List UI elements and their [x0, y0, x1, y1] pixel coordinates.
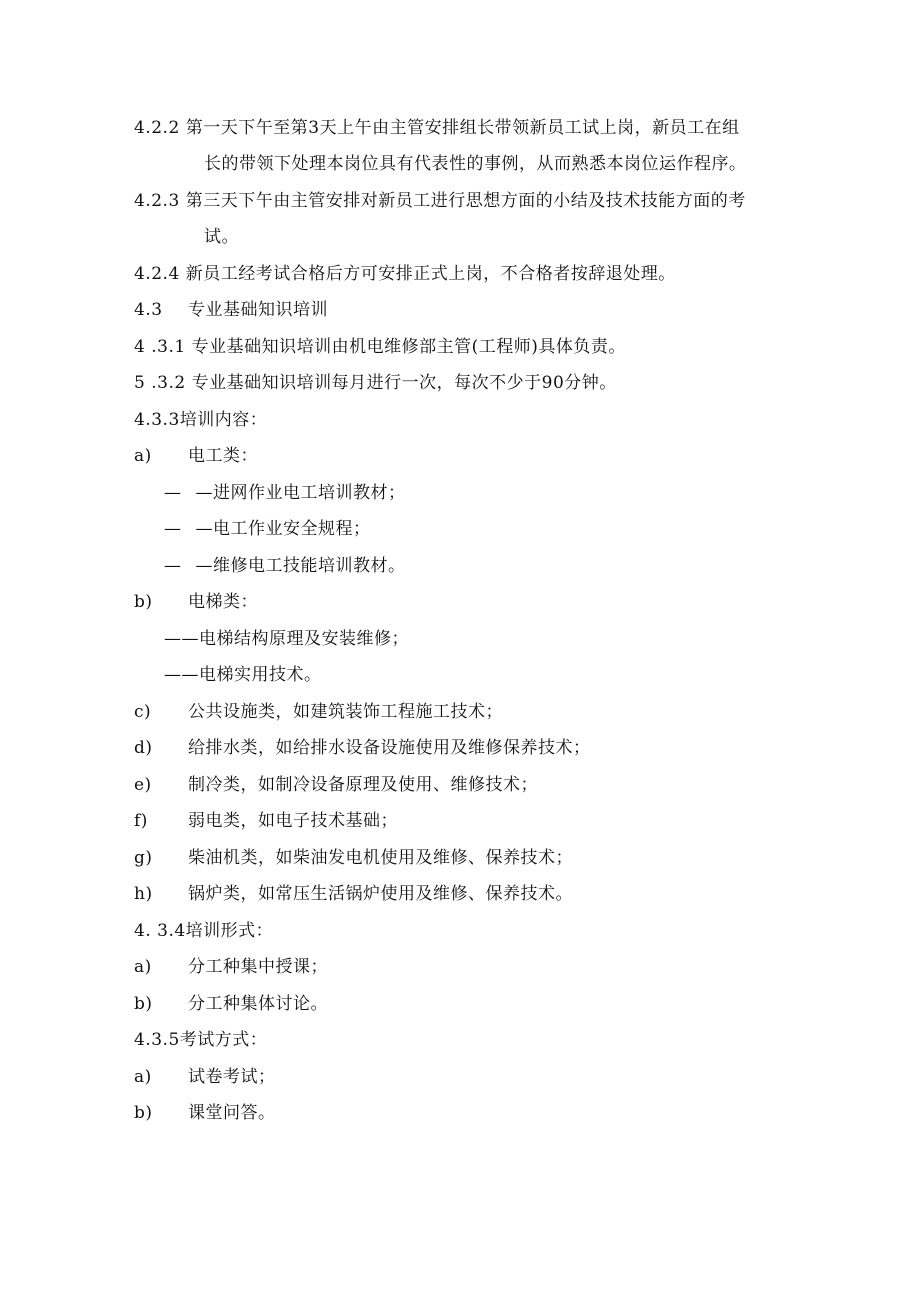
list-item — [134, 590, 258, 614]
list-item — [164, 554, 406, 578]
list-text: ——电梯实用技术。 — [164, 665, 322, 685]
list-text: —电工作业安全规程； — [195, 519, 371, 539]
list-label: b) — [134, 994, 153, 1014]
paragraph-text: 专业基础知识培训每月进行一次，每次不少于90分钟。 — [191, 373, 617, 393]
list-text: ——电梯结构原理及安装维修； — [164, 629, 409, 649]
paragraph-text: 长的带领下处理本岗位具有代表性的事例，从而熟悉本岗位运作程序。 — [204, 154, 747, 174]
list-text: 分工种集体讨论。 — [188, 994, 328, 1014]
list-item — [134, 846, 573, 870]
list-item — [134, 992, 328, 1016]
paragraph-4-3-4 — [134, 919, 273, 943]
list-text: 电工类： — [188, 446, 258, 466]
list-text: 电梯类： — [188, 592, 258, 612]
list-text: 柴油机类，如柴油发电机使用及维修、保养技术； — [188, 848, 573, 868]
section-number: 4.3 — [134, 300, 163, 320]
section-number: 4.3.3 — [134, 410, 180, 430]
paragraph-text: 考试方式： — [179, 1030, 268, 1050]
list-label: d) — [134, 738, 153, 758]
paragraph-4-2-4 — [134, 262, 676, 286]
list-text: 给排水类，如给排水设备设施使用及维修保养技术； — [188, 738, 591, 758]
list-label: a) — [134, 446, 152, 466]
paragraph-4-3-5 — [134, 1028, 267, 1052]
list-label: c) — [134, 702, 152, 722]
dash-mark: — — [164, 519, 182, 539]
paragraph-text: 专业基础知识培训由机电维修部主管(工程师)具体负责。 — [191, 337, 626, 357]
list-label: g) — [134, 848, 153, 868]
list-item — [164, 627, 409, 651]
section-number: 4.2.2 — [134, 118, 180, 138]
list-label: b) — [134, 592, 153, 612]
paragraph-text: 第三天下午由主管安排对新员工进行思想方面的小结及技术技能方面的考 — [185, 191, 746, 211]
list-item — [164, 663, 322, 687]
section-number: 4. 3.4 — [134, 921, 186, 941]
list-text: 公共设施类，如建筑装饰工程施工技术； — [188, 702, 503, 722]
list-item — [134, 1101, 276, 1125]
paragraph-text: 培训内容： — [179, 410, 268, 430]
list-item — [134, 736, 591, 760]
dash-mark: — — [164, 556, 182, 576]
section-heading-4-3 — [134, 298, 328, 322]
list-label: b) — [134, 1103, 153, 1123]
paragraph-4-3-1 — [134, 335, 626, 359]
list-text: 制冷类，如制冷设备原理及使用、维修技术； — [188, 775, 538, 795]
section-number: 4.2.3 — [134, 191, 180, 211]
list-item — [134, 700, 503, 724]
list-label: h) — [134, 884, 153, 904]
list-item — [134, 1065, 276, 1089]
paragraph-4-2-3-line1 — [134, 189, 746, 213]
paragraph-4-2-2-line2 — [204, 152, 747, 176]
list-label: a) — [134, 1067, 152, 1087]
paragraph-4-3-3 — [134, 408, 267, 432]
paragraph-text: 新员工经考试合格后方可安排正式上岗，不合格者按辞退处理。 — [185, 264, 676, 284]
section-number: 5 .3.2 — [134, 373, 186, 393]
section-number: 4.2.4 — [134, 264, 180, 284]
list-item — [134, 444, 258, 468]
list-text: —维修电工技能培训教材。 — [195, 556, 406, 576]
list-item — [134, 809, 398, 833]
list-label: e) — [134, 775, 152, 795]
paragraph-4-3-2 — [134, 371, 617, 395]
list-item — [134, 955, 328, 979]
list-label: f) — [134, 811, 148, 831]
paragraph-text: 试。 — [204, 227, 239, 247]
list-text: 试卷考试； — [188, 1067, 276, 1087]
paragraph-4-2-2-line1 — [134, 116, 740, 140]
section-number: 4 .3.1 — [134, 337, 186, 357]
list-item — [134, 773, 538, 797]
section-number: 4.3.5 — [134, 1030, 180, 1050]
list-text: 弱电类，如电子技术基础； — [188, 811, 398, 831]
list-text: 锅炉类，如常压生活锅炉使用及维修、保养技术。 — [188, 884, 573, 904]
list-item — [164, 517, 371, 541]
list-text: —进网作业电工培训教材； — [195, 483, 406, 503]
paragraph-text: 培训形式： — [185, 921, 274, 941]
paragraph-text: 第一天下午至第3天上午由主管安排组长带领新员工试上岗，新员工在组 — [185, 118, 740, 138]
dash-mark: — — [164, 483, 182, 503]
list-item — [164, 481, 406, 505]
paragraph-4-2-3-line2 — [204, 225, 239, 249]
list-text: 课堂问答。 — [188, 1103, 276, 1123]
list-item — [134, 882, 573, 906]
section-title: 专业基础知识培训 — [188, 300, 328, 320]
list-label: a) — [134, 957, 152, 977]
list-text: 分工种集中授课； — [188, 957, 328, 977]
